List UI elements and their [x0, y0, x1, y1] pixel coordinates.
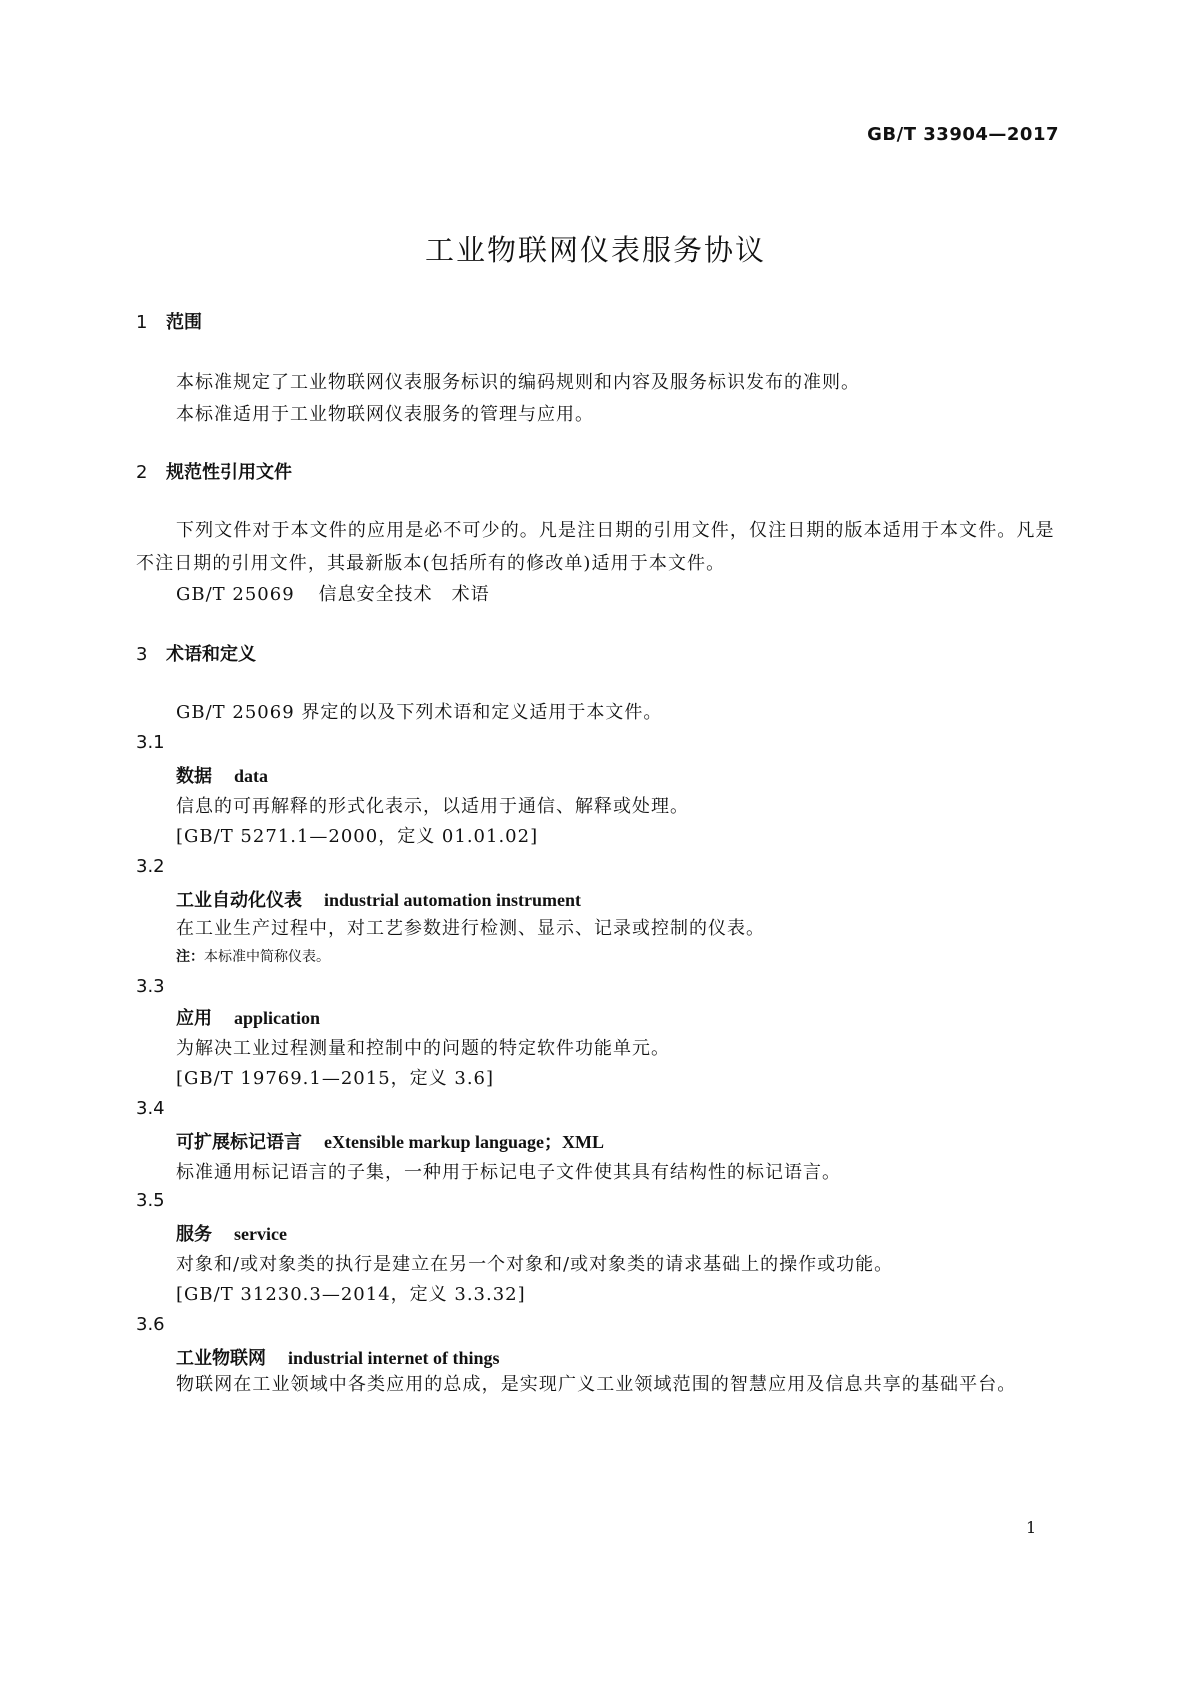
- term-heading: [176, 762, 268, 788]
- term-number: 3.3: [136, 976, 165, 997]
- standard-code: GB/T 33904—2017: [867, 124, 1059, 145]
- term-number: 3.2: [136, 856, 165, 877]
- term-note: [176, 946, 330, 966]
- term-en: service: [234, 1224, 287, 1244]
- term-zh: 工业自动化仪表: [176, 890, 302, 911]
- document-title: 工业物联网仪表服务协议: [424, 233, 766, 267]
- term-zh: 数据: [176, 766, 212, 787]
- term-heading: [176, 886, 581, 912]
- term-zh: 应用: [176, 1008, 212, 1029]
- section-number: 3: [136, 644, 148, 665]
- term-en: application: [234, 1008, 321, 1028]
- reference-title: 信息安全技术 术语: [318, 584, 490, 605]
- term-definition-text: 物联网在工业领域中各类应用的总成，是实现广义工业领域范围的智慧应用及信息共享的基础平台。: [176, 1374, 1017, 1395]
- section-number: 2: [136, 462, 148, 483]
- section-1-para-2: 本标准适用于工业物联网仪表服务的管理与应用。: [176, 404, 594, 425]
- section-3-heading: [136, 640, 256, 666]
- term-heading: [176, 1220, 287, 1246]
- term-zh: 可扩展标记语言: [176, 1132, 302, 1153]
- term-definition: 标准通用标记语言的子集，一种用于标记电子文件使其具有结构性的标记语言。: [176, 1162, 841, 1183]
- term-source: [GB/T 5271.1—2000，定义 01.01.02]: [176, 826, 539, 847]
- section-2-para: [136, 514, 1056, 580]
- term-zh: 服务: [176, 1224, 212, 1245]
- term-definition: 信息的可再解释的形式化表示，以适用于通信、解释或处理。: [176, 796, 689, 817]
- section-2-heading: [136, 458, 292, 484]
- section-1-heading: [136, 308, 202, 334]
- section-3-intro: GB/T 25069 界定的以及下列术语和定义适用于本文件。: [176, 702, 663, 723]
- section-2-para-text: 下列文件对于本文件的应用是必不可少的。凡是注日期的引用文件，仅注日期的版本适用于本文件。凡是不注日期的引用文件，其最新版本(包括所有的修改单)适用于本文件。: [136, 520, 1055, 574]
- reference-code: GB/T 25069: [176, 584, 295, 605]
- term-en: eXtensible markup language；XML: [324, 1132, 605, 1152]
- term-heading: [176, 1344, 500, 1370]
- note-text: 本标准中简称仪表。: [204, 949, 330, 965]
- term-en: industrial automation instrument: [324, 890, 582, 910]
- term-number: 3.6: [136, 1314, 165, 1335]
- term-heading: [176, 1004, 320, 1030]
- term-number: 3.5: [136, 1190, 165, 1211]
- section-title: 术语和定义: [166, 644, 256, 665]
- note-label: 注：: [176, 949, 204, 965]
- term-heading: [176, 1128, 604, 1154]
- term-source: [GB/T 19769.1—2015，定义 3.6]: [176, 1068, 495, 1089]
- term-number: 3.4: [136, 1098, 165, 1119]
- normative-reference: [176, 580, 490, 606]
- section-1-para-1: 本标准规定了工业物联网仪表服务标识的编码规则和内容及服务标识发布的准则。: [176, 372, 860, 393]
- term-definition: [136, 1368, 1056, 1401]
- section-number: 1: [136, 312, 148, 333]
- term-en: industrial internet of things: [288, 1348, 500, 1368]
- term-definition: 对象和/或对象类的执行是建立在另一个对象和/或对象类的请求基础上的操作或功能。: [176, 1254, 894, 1275]
- section-title: 规范性引用文件: [166, 462, 292, 483]
- section-title: 范围: [166, 312, 202, 333]
- page-number: 1: [1026, 1518, 1037, 1537]
- term-definition: 在工业生产过程中，对工艺参数进行检测、显示、记录或控制的仪表。: [176, 918, 765, 939]
- term-number: 3.1: [136, 732, 165, 753]
- term-zh: 工业物联网: [176, 1348, 266, 1369]
- term-definition: 为解决工业过程测量和控制中的问题的特定软件功能单元。: [176, 1038, 670, 1059]
- term-source: [GB/T 31230.3—2014，定义 3.3.32]: [176, 1284, 526, 1305]
- term-en: data: [234, 766, 269, 786]
